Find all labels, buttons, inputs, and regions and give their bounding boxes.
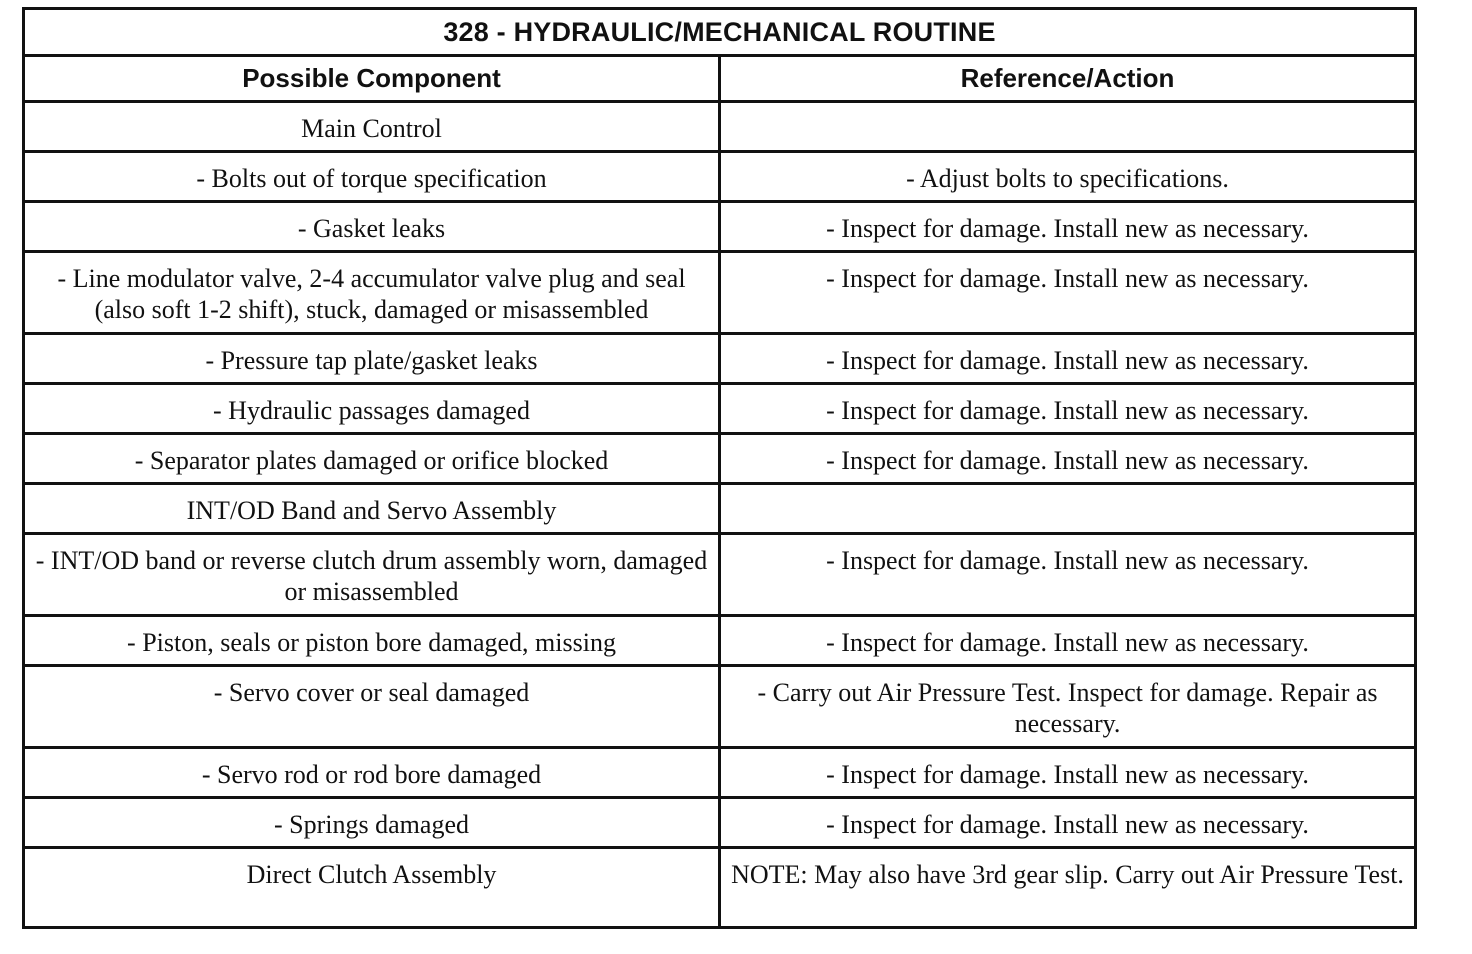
component-cell: INT/OD Band and Servo Assembly xyxy=(24,484,720,534)
component-cell: Main Control xyxy=(24,102,720,152)
table-row xyxy=(24,102,1416,152)
table-row xyxy=(24,152,1416,202)
table-row xyxy=(24,252,1416,334)
action-cell: - Inspect for damage. Install new as necessary. xyxy=(720,616,1416,666)
routine-table xyxy=(22,7,1417,929)
action-cell: - Inspect for damage. Install new as necessary. xyxy=(720,748,1416,798)
table-row xyxy=(24,798,1416,848)
action-cell: NOTE: May also have 3rd gear slip. Carry out Air Pressure Test. xyxy=(720,848,1416,928)
component-cell: - Bolts out of torque specification xyxy=(24,152,720,202)
action-cell: - Adjust bolts to specifications. xyxy=(720,152,1416,202)
component-cell: - Hydraulic passages damaged xyxy=(24,384,720,434)
table-title: 328 - HYDRAULIC/MECHANICAL ROUTINE xyxy=(24,9,1416,56)
action-cell: - Inspect for damage. Install new as necessary. xyxy=(720,334,1416,384)
table-row xyxy=(24,334,1416,384)
table-row xyxy=(24,616,1416,666)
table-row xyxy=(24,534,1416,616)
header-reference-action: Reference/Action xyxy=(720,56,1416,102)
table-row xyxy=(24,434,1416,484)
action-cell: - Inspect for damage. Install new as necessary. xyxy=(720,798,1416,848)
action-cell: - Inspect for damage. Install new as necessary. xyxy=(720,384,1416,434)
component-cell: - Servo cover or seal damaged xyxy=(24,666,720,748)
component-cell: - Gasket leaks xyxy=(24,202,720,252)
action-cell: - Inspect for damage. Install new as necessary. xyxy=(720,252,1416,334)
table-row xyxy=(24,666,1416,748)
component-cell: - Pressure tap plate/gasket leaks xyxy=(24,334,720,384)
component-cell: - Springs damaged xyxy=(24,798,720,848)
component-cell: - Line modulator valve, 2-4 accumulator valve plug and seal (also soft 1-2 shift), stuck, damaged or misassembled xyxy=(24,252,720,334)
component-cell: - Piston, seals or piston bore damaged, missing xyxy=(24,616,720,666)
component-cell: - Separator plates damaged or orifice blocked xyxy=(24,434,720,484)
table-row xyxy=(24,484,1416,534)
action-cell xyxy=(720,484,1416,534)
component-cell: - INT/OD band or reverse clutch drum assembly worn, damaged or misassembled xyxy=(24,534,720,616)
action-cell: - Inspect for damage. Install new as necessary. xyxy=(720,202,1416,252)
action-cell xyxy=(720,102,1416,152)
header-row xyxy=(24,56,1416,102)
table-row xyxy=(24,384,1416,434)
component-cell: Direct Clutch Assembly xyxy=(24,848,720,928)
component-cell: - Servo rod or rod bore damaged xyxy=(24,748,720,798)
action-cell: - Inspect for damage. Install new as necessary. xyxy=(720,434,1416,484)
action-cell: - Inspect for damage. Install new as necessary. xyxy=(720,534,1416,616)
title-row xyxy=(24,9,1416,56)
header-possible-component: Possible Component xyxy=(24,56,720,102)
table-row xyxy=(24,202,1416,252)
table-row xyxy=(24,848,1416,928)
table-row xyxy=(24,748,1416,798)
action-cell: - Carry out Air Pressure Test. Inspect for damage. Repair as necessary. xyxy=(720,666,1416,748)
